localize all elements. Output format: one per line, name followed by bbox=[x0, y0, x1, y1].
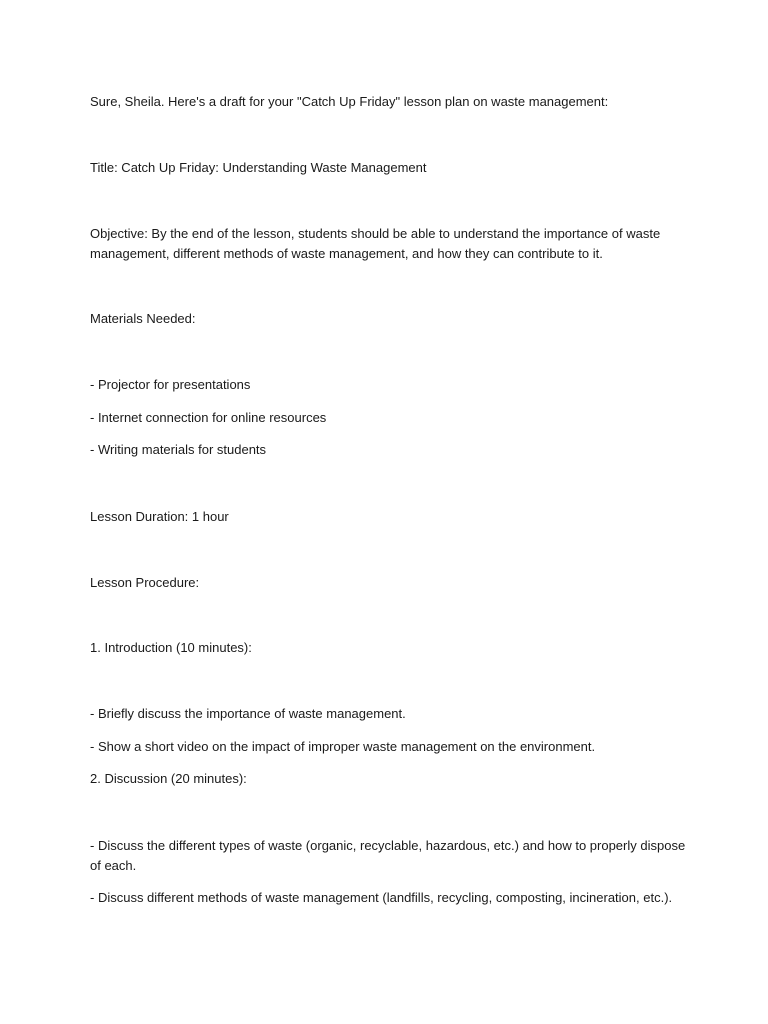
lesson-duration: Lesson Duration: 1 hour bbox=[90, 509, 229, 524]
materials-item: - Writing materials for students bbox=[90, 442, 267, 457]
objective-text: Objective: By the end of the lesson, students should be able to understand the importance of waste management, different methods of waste management, and how they can contribute to it. bbox=[90, 226, 661, 261]
lesson-title: Title: Catch Up Friday: Understanding Waste Management bbox=[90, 160, 427, 175]
introduction-item: - Briefly discuss the importance of waste management. bbox=[90, 706, 406, 721]
introduction-step: 1. Introduction (10 minutes): bbox=[90, 640, 252, 655]
discussion-item: - Discuss different methods of waste management (landfills, recycling, composting, incineration, etc.). bbox=[90, 890, 673, 905]
introduction-item: - Show a short video on the impact of improper waste management on the environment. bbox=[90, 739, 596, 754]
materials-item: - Projector for presentations bbox=[90, 377, 251, 392]
discussion-item: - Discuss the different types of waste (organic, recyclable, hazardous, etc.) and how to properly dispose of each. bbox=[90, 838, 686, 873]
materials-item: - Internet connection for online resources bbox=[90, 410, 327, 425]
discussion-step: 2. Discussion (20 minutes): bbox=[90, 771, 247, 786]
materials-heading: Materials Needed: bbox=[90, 311, 196, 326]
procedure-heading: Lesson Procedure: bbox=[90, 575, 200, 590]
intro-text: Sure, Sheila. Here's a draft for your "Catch Up Friday" lesson plan on waste management: bbox=[90, 94, 609, 109]
